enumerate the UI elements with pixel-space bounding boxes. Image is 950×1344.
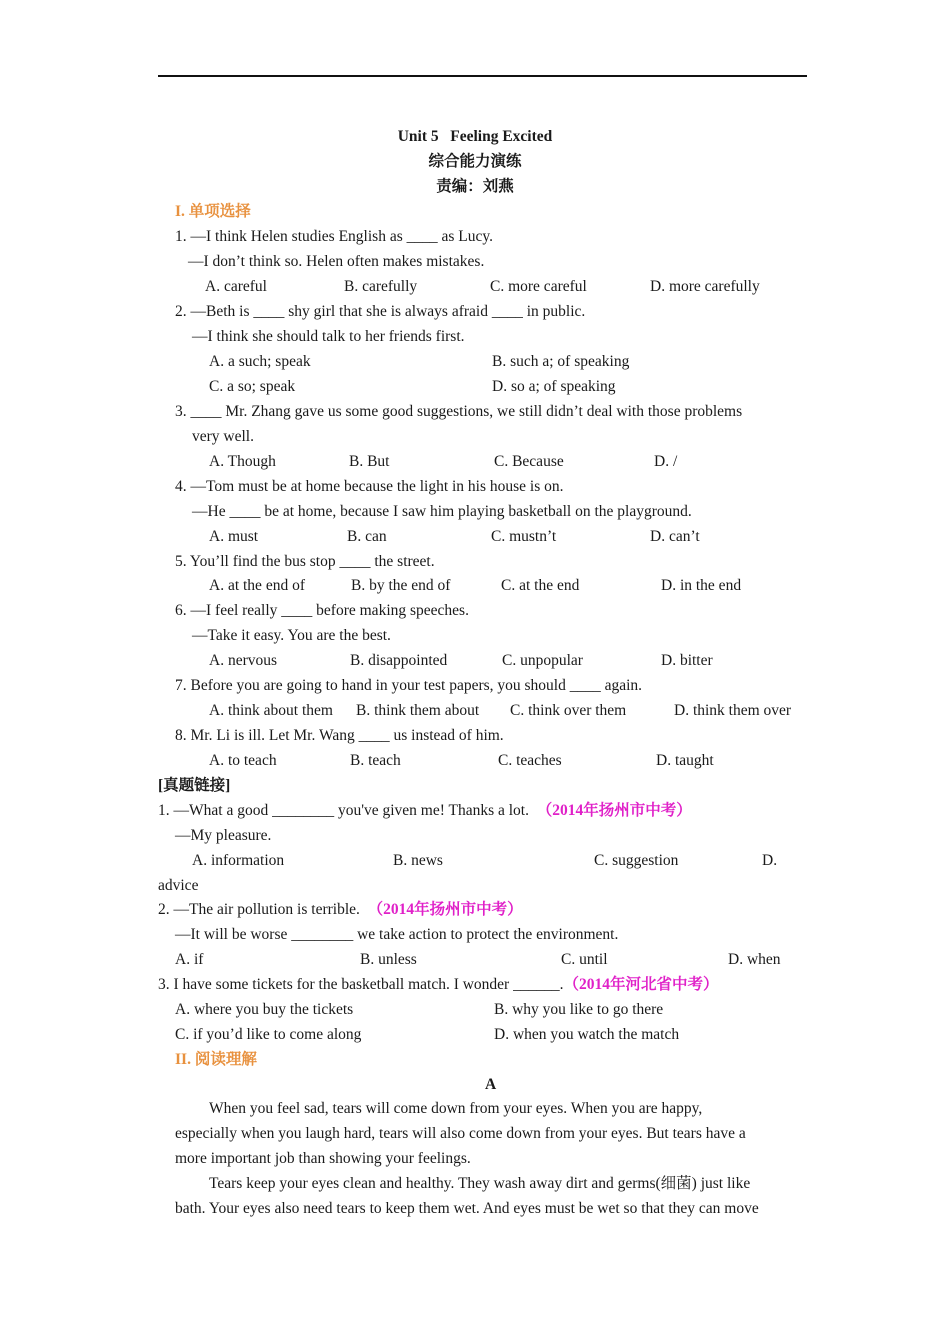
linked-q2-stem: 2. —The air pollution is terrible.	[158, 901, 360, 918]
q3-option-a: A. Though	[209, 453, 276, 470]
passage-line-2: especially when you laugh hard, tears will also come down from your eyes. But tears have a	[175, 1125, 746, 1142]
q2-reply: —I think she should talk to her friends first.	[192, 328, 465, 345]
linked-q1-option-b: B. news	[393, 852, 443, 869]
section-1-heading: I. 单项选择	[175, 203, 251, 220]
linked-q3-option-b: B. why you like to go there	[494, 1001, 664, 1018]
q6-option-a: A. nervous	[209, 652, 278, 669]
q1-option-d: D. more carefully	[650, 278, 760, 295]
q1-option-a: A. careful	[205, 278, 267, 295]
q7-option-a: A. think about them	[209, 702, 333, 719]
q5-stem: 5. You’ll find the bus stop ____ the street.	[175, 553, 435, 570]
linked-q3	[158, 975, 718, 995]
q6-reply: —Take it easy. You are the best.	[192, 627, 391, 644]
q5-option-a: A. at the end of	[209, 577, 305, 594]
q8-stem: 8. Mr. Li is ill. Let Mr. Wang ____ us instead of him.	[175, 727, 504, 744]
q7-option-d: D. think them over	[674, 702, 792, 719]
q1-option-c: C. more careful	[490, 278, 587, 295]
q4-option-c: C. mustn’t	[491, 528, 557, 545]
q7-option-b: B. think them about	[356, 702, 480, 719]
q1-stem: 1. —I think Helen studies English as ____ as Lucy.	[175, 228, 493, 245]
q2-option-c: C. a so; speak	[209, 378, 296, 395]
linked-heading: [真题链接]	[158, 777, 231, 794]
passage-title: A	[485, 1076, 497, 1093]
linked-q3-stem: 3. I have some tickets for the basketball match. I wonder ______.	[158, 976, 564, 993]
q2-option-d: D. so a; of speaking	[492, 378, 616, 395]
linked-q2-option-c: C. until	[561, 951, 608, 968]
q4-reply: —He ____ be at home, because I saw him playing basketball on the playground.	[192, 503, 692, 520]
q8-option-b: B. teach	[350, 752, 401, 769]
q1-option-b: B. carefully	[344, 278, 418, 295]
linked-q2-reply: —It will be worse ________ we take action to protect the environment.	[175, 926, 619, 943]
q4-option-b: B. can	[347, 528, 387, 545]
linked-q3-option-c: C. if you’d like to come along	[175, 1026, 362, 1043]
linked-q2-option-d: D. when	[728, 951, 781, 968]
editor-line: 责编：刘燕	[436, 178, 514, 195]
q6-option-b: B. disappointed	[350, 652, 448, 669]
q8-option-a: A. to teach	[209, 752, 277, 769]
linked-q1-option-d: D.	[762, 852, 778, 869]
subtitle: 综合能力演练	[428, 153, 522, 170]
q1-reply: —I don’t think so. Helen often makes mistakes.	[188, 253, 485, 270]
linked-q1-option-d-wrap: advice	[158, 877, 199, 894]
q2-option-b: B. such a; of speaking	[492, 353, 630, 370]
q7-option-c: C. think over them	[510, 702, 627, 719]
q5-option-b: B. by the end of	[351, 577, 451, 594]
q6-option-d: D. bitter	[661, 652, 713, 669]
header-rule	[158, 75, 807, 77]
linked-q2-option-a: A. if	[175, 951, 204, 968]
passage-line-4: Tears keep your eyes clean and healthy. They wash away dirt and germs(细菌) just like	[209, 1175, 751, 1192]
q2-option-a: A. a such; speak	[209, 353, 311, 370]
linked-q3-option-a: A. where you buy the tickets	[175, 1001, 354, 1018]
linked-q1-source: （2014年扬州市中考）	[536, 802, 692, 819]
q6-option-c: C. unpopular	[502, 652, 583, 669]
q6-stem: 6. —I feel really ____ before making speeches.	[175, 602, 469, 619]
q4-option-d: D. can’t	[650, 528, 700, 545]
q3-stem: 3. ____ Mr. Zhang gave us some good suggestions, we still didn’t deal with those problems	[175, 403, 743, 420]
linked-q2	[158, 900, 523, 920]
linked-q3-option-d: D. when you watch the match	[494, 1026, 680, 1043]
linked-q1-option-c: C. suggestion	[594, 852, 679, 869]
q7-stem: 7. Before you are going to hand in your test papers, you should ____ again.	[175, 677, 643, 694]
q3-stem-cont: very well.	[192, 428, 254, 445]
passage-line-5: bath. Your eyes also need tears to keep them wet. And eyes must be wet so that they can move	[175, 1200, 759, 1217]
q5-option-c: C. at the end	[501, 577, 580, 594]
q8-option-c: C. teaches	[498, 752, 562, 769]
linked-q2-option-b: B. unless	[360, 951, 417, 968]
q3-option-d: D. /	[654, 453, 678, 470]
linked-q1-option-a: A. information	[192, 852, 285, 869]
q3-option-c: C. Because	[494, 453, 564, 470]
linked-q1-reply: —My pleasure.	[175, 827, 272, 844]
linked-q2-source: （2014年扬州市中考）	[367, 901, 523, 918]
passage-line-1: When you feel sad, tears will come down from your eyes. When you are happy,	[209, 1100, 703, 1117]
linked-q1-stem: 1. —What a good ________ you've given me! Thanks a lot.	[158, 802, 529, 819]
q2-stem: 2. —Beth is ____ shy girl that she is always afraid ____ in public.	[175, 303, 586, 320]
q5-option-d: D. in the end	[661, 577, 742, 594]
linked-q1	[158, 801, 692, 821]
q3-option-b: B. But	[349, 453, 390, 470]
passage-line-3: more important job than showing your feelings.	[175, 1150, 471, 1167]
q4-stem: 4. —Tom must be at home because the light in his house is on.	[175, 478, 564, 495]
unit-title: Unit 5 Feeling Excited	[397, 128, 553, 145]
q8-option-d: D. taught	[656, 752, 714, 769]
section-2-heading: II. 阅读理解	[175, 1051, 257, 1068]
q4-option-a: A. must	[209, 528, 259, 545]
linked-q3-source: （2014年河北省中考）	[563, 976, 719, 993]
